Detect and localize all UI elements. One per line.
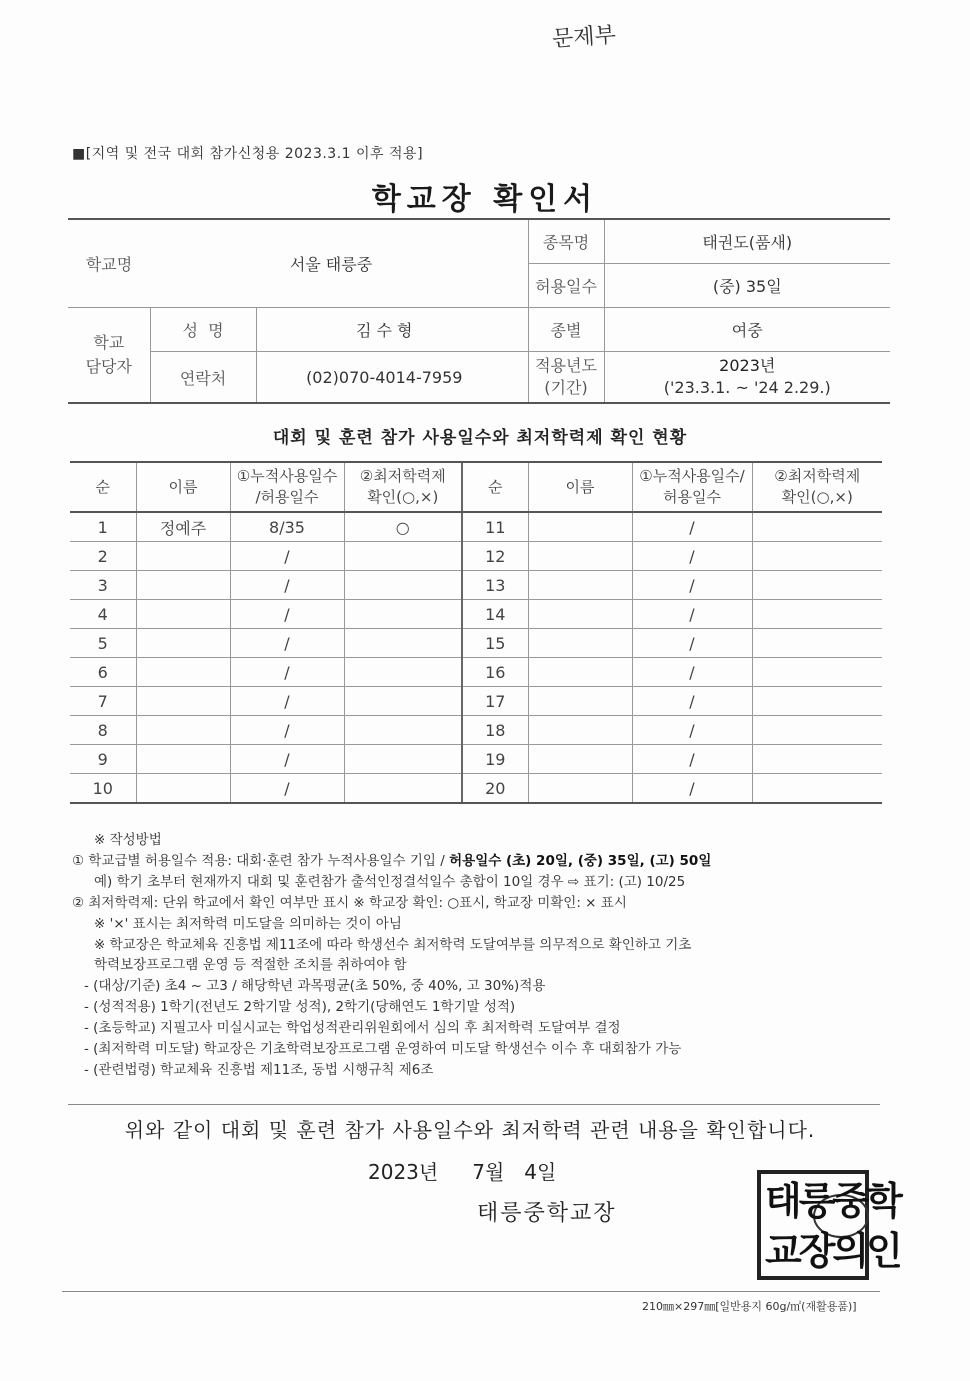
principal-name: 태릉중학교장 — [477, 1201, 617, 1226]
allowed-days-value: (중) 35일 — [604, 264, 890, 308]
row-number: 3 — [70, 571, 136, 600]
row-number: 19 — [462, 745, 528, 774]
edu-check — [344, 774, 462, 804]
student-name — [528, 600, 632, 629]
edu-check — [344, 629, 462, 658]
edu-check — [752, 658, 882, 687]
gender-label: 종별 — [528, 308, 604, 352]
days-used: / — [230, 542, 344, 571]
instructions — [72, 830, 892, 1081]
days-used: / — [632, 745, 752, 774]
edu-check — [752, 512, 882, 542]
edu-check — [752, 571, 882, 600]
student-name — [528, 542, 632, 571]
row-number: 2 — [70, 542, 136, 571]
detail-3: - (초등학교) 지필고사 미실시교는 학업성적관리위원회에서 심의 후 최저학력 도달여부 결정 — [84, 1020, 621, 1037]
edu-check — [344, 716, 462, 745]
confirm-statement: 위와 같이 대회 및 훈련 참가 사용일수와 최저학력 관련 내용을 확인합니다. — [124, 1118, 816, 1142]
header-no: 순 — [70, 462, 136, 512]
days-used: / — [632, 687, 752, 716]
row-number: 17 — [462, 687, 528, 716]
days-used: / — [230, 716, 344, 745]
student-name — [136, 600, 230, 629]
detail-5: - (관련법령) 학교체육 진흥법 제11조, 동법 시행규칙 제6조 — [84, 1061, 434, 1078]
days-used: / — [230, 658, 344, 687]
table-row — [70, 629, 882, 658]
edu-check: ○ — [344, 512, 462, 542]
days-used: / — [230, 600, 344, 629]
days-used: 8/35 — [230, 512, 344, 542]
student-name — [528, 774, 632, 804]
note-2b: ※ 학교장은 학교체육 진흥법 제11조에 따라 학생선수 최저학력 도달여부를 의무적으로 확인하고 기초 — [94, 936, 692, 953]
table-row — [70, 687, 882, 716]
days-used: / — [632, 629, 752, 658]
year-period: ('23.3.1. ~ '24 2.29.) — [663, 378, 831, 397]
student-name — [136, 745, 230, 774]
header-days-right: ①누적사용일수/ 허용일수 — [632, 462, 752, 512]
table-header-row — [70, 462, 882, 512]
row-number: 8 — [70, 716, 136, 745]
student-name — [136, 629, 230, 658]
days-used: / — [230, 571, 344, 600]
official-seal — [757, 1170, 900, 1280]
table-row — [70, 600, 882, 629]
row-number: 20 — [462, 774, 528, 804]
header-note: ■[지역 및 전국 대회 참가신청용 2023.3.1 이후 적용] — [72, 146, 424, 162]
header-no-right: 순 — [462, 462, 528, 512]
row-number: 16 — [462, 658, 528, 687]
days-used: / — [632, 512, 752, 542]
divider-bottom — [62, 1291, 880, 1292]
handwritten-note: 문제부 — [551, 22, 617, 53]
allowed-days-label: 허용일수 — [528, 264, 604, 308]
detail-4: - (최저학력 미도달) 학교장은 기초학력보장프로그램 운영하여 미도달 학생선수 이수 후 대회참가 가능 — [84, 1041, 682, 1058]
edu-check — [752, 687, 882, 716]
table-row — [70, 542, 882, 571]
table-row — [70, 658, 882, 687]
student-name — [528, 716, 632, 745]
note-2: ② 최저학력제: 단위 학교에서 확인 여부만 표시 ※ 학교장 확인: ○표시, 학교장 미확인: × 표시 — [72, 894, 627, 911]
table-row — [70, 571, 882, 600]
contact-label: 연락처 — [150, 352, 256, 404]
year-value: 2023년 — [719, 356, 776, 375]
manager-label: 학교 담당자 — [68, 308, 150, 404]
school-label: 학교명 — [68, 219, 150, 308]
note-2b-cont: 학력보장프로그램 운영 등 적절한 조치를 취하여야 함 — [94, 957, 407, 974]
issue-date: 2023년 7월 4일 — [368, 1160, 557, 1184]
year-label: 적용년도 (기간) — [528, 352, 604, 404]
header-edu: ②최저학력제 확인(○,×) — [344, 462, 462, 512]
name-label: 성 명 — [150, 308, 256, 352]
days-used: / — [230, 687, 344, 716]
section-title: 대회 및 훈련 참가 사용일수와 최저학력제 확인 현황 — [272, 428, 688, 448]
days-used: / — [632, 542, 752, 571]
edu-check — [344, 745, 462, 774]
row-number: 15 — [462, 629, 528, 658]
header-days: ①누적사용일수 /허용일수 — [230, 462, 344, 512]
edu-check — [344, 658, 462, 687]
edu-check — [344, 571, 462, 600]
participation-table — [70, 461, 882, 804]
row-number: 4 — [70, 600, 136, 629]
row-number: 14 — [462, 600, 528, 629]
seal-line-1: 태릉중학 — [765, 1178, 900, 1223]
header-name: 이름 — [136, 462, 230, 512]
days-used: / — [230, 629, 344, 658]
edu-check — [752, 629, 882, 658]
row-number: 18 — [462, 716, 528, 745]
row-number: 6 — [70, 658, 136, 687]
document-title: 학교장 확인서 — [371, 182, 599, 217]
table-row — [70, 716, 882, 745]
table-row — [70, 774, 882, 804]
edu-check — [344, 687, 462, 716]
row-number: 9 — [70, 745, 136, 774]
days-used: / — [230, 745, 344, 774]
table-row — [70, 745, 882, 774]
student-name: 정예주 — [136, 512, 230, 542]
header-edu-right: ②최저학력제 확인(○,×) — [752, 462, 882, 512]
student-name — [136, 774, 230, 804]
row-number: 5 — [70, 629, 136, 658]
days-used: / — [632, 658, 752, 687]
school-value: 서울 태릉중 — [150, 219, 512, 308]
event-label: 종목명 — [528, 219, 604, 264]
event-value: 태권도(품새) — [604, 219, 890, 264]
student-name — [528, 658, 632, 687]
edu-check — [752, 774, 882, 804]
row-number: 11 — [462, 512, 528, 542]
detail-2: - (성적적용) 1학기(전년도 2학기말 성적), 2학기(당해연도 1학기말 성적) — [84, 999, 516, 1016]
notes-heading: ※ 작성방법 — [94, 832, 162, 848]
student-name — [136, 571, 230, 600]
days-used: / — [230, 774, 344, 804]
student-name — [528, 512, 632, 542]
row-number: 12 — [462, 542, 528, 571]
note-2a: ※ '×' 표시는 최저학력 미도달을 의미하는 것이 아님 — [94, 915, 402, 932]
days-used: / — [632, 774, 752, 804]
year-cell — [604, 352, 890, 404]
gender-value: 여중 — [604, 308, 890, 352]
row-number: 1 — [70, 512, 136, 542]
student-name — [528, 745, 632, 774]
note-1-example: 예) 학기 초부터 현재까지 대회 및 훈련참가 출석인정결석일수 총합이 10일 경우 ⇨ 표기: (고) 10/25 — [94, 873, 686, 890]
edu-check — [344, 542, 462, 571]
name-value: 김 수 형 — [256, 308, 512, 352]
divider-top — [68, 1104, 880, 1105]
header-name-right: 이름 — [528, 462, 632, 512]
seal-line-2: 교장의인 — [765, 1228, 900, 1273]
contact-value: (02)070-4014-7959 — [256, 352, 512, 404]
days-used: / — [632, 716, 752, 745]
student-name — [136, 658, 230, 687]
detail-1: - (대상/기준) 초4 ~ 고3 / 해당학년 과목평균(초 50%, 중 40%, 고 30%)적용 — [84, 978, 546, 995]
student-name — [136, 542, 230, 571]
edu-check — [752, 600, 882, 629]
edu-check — [752, 542, 882, 571]
student-name — [528, 571, 632, 600]
days-used: / — [632, 571, 752, 600]
note-1: ① 학교급별 허용일수 적용: 대회·훈련 참가 누적사용일수 기입 / 허용일수 (초) 20일, (중) 35일, (고) 50일 — [72, 852, 712, 869]
paper-spec: 210㎜×297㎜[일반용지 60g/㎡(재활용품)] — [642, 1300, 857, 1313]
student-name — [528, 687, 632, 716]
info-table — [68, 218, 890, 404]
student-name — [136, 687, 230, 716]
row-number: 10 — [70, 774, 136, 804]
days-used: / — [632, 600, 752, 629]
table-row — [70, 512, 882, 542]
edu-check — [752, 716, 882, 745]
edu-check — [344, 600, 462, 629]
edu-check — [752, 745, 882, 774]
student-name — [528, 629, 632, 658]
row-number: 13 — [462, 571, 528, 600]
row-number: 7 — [70, 687, 136, 716]
student-name — [136, 716, 230, 745]
